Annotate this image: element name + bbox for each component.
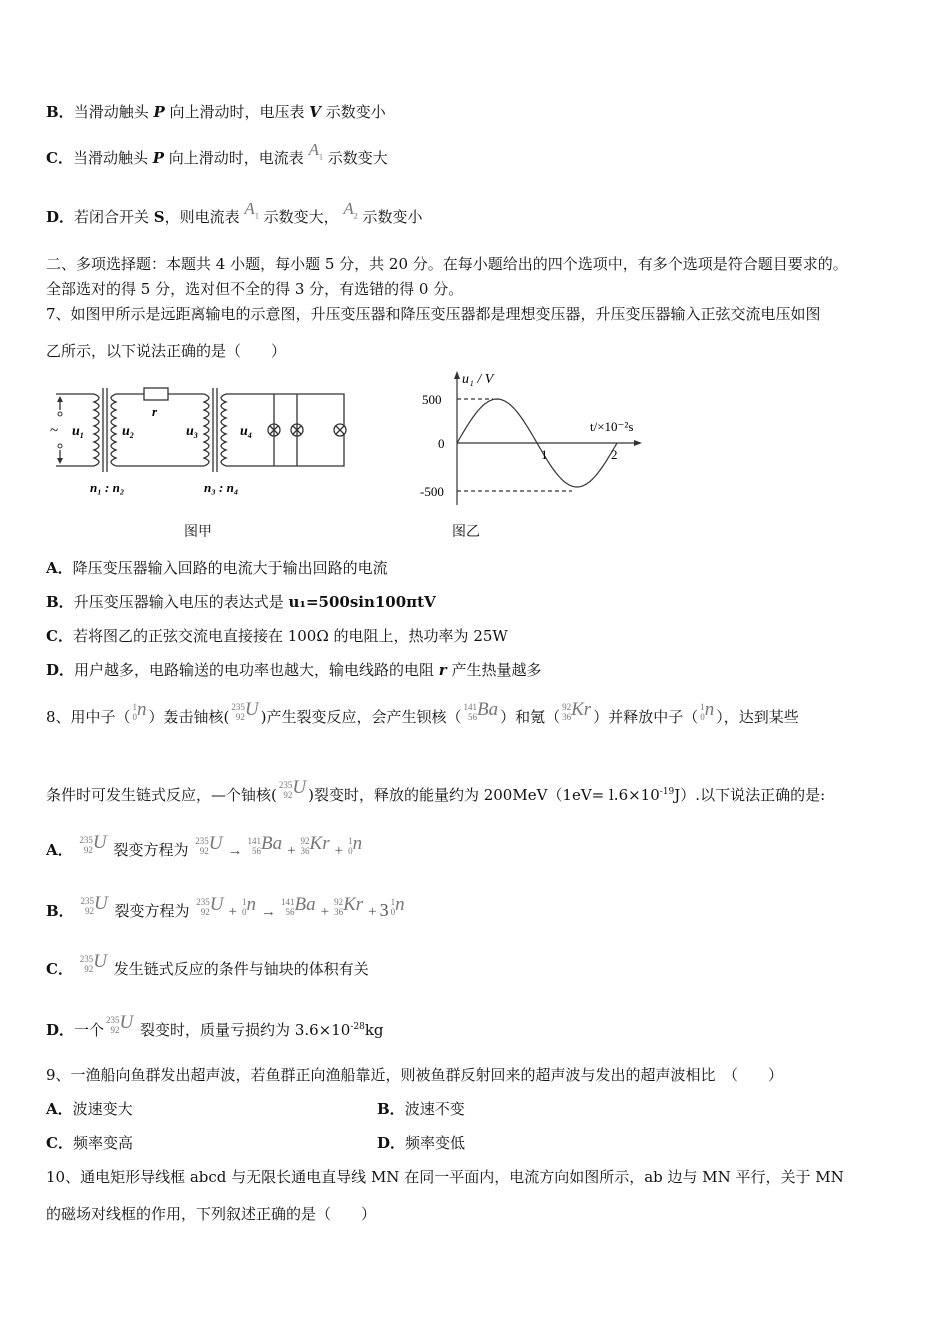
q10-stem-line2: 的磁场对线框的作用，下列叙述正确的是（ ）: [46, 1205, 377, 1223]
mass-number: 1: [700, 702, 705, 712]
meter-letter: A: [343, 199, 354, 218]
nuclide-n: [390, 893, 405, 923]
nuclide-ba: [280, 893, 316, 923]
meter-letter: A: [244, 199, 255, 218]
nuclide-u: [196, 893, 224, 923]
option-letter: A．: [46, 559, 73, 577]
text: 示数变小: [320, 103, 386, 121]
mass-number: 235: [231, 702, 245, 712]
mass-number: 235: [79, 954, 94, 964]
x-tick: 2: [611, 447, 618, 462]
plus: +: [334, 843, 344, 859]
mass-number: 141: [247, 835, 261, 846]
q8-option-a: [46, 832, 364, 862]
mass-number: 1: [348, 835, 353, 846]
option-text: 升压变压器输入电压的表达式是: [73, 593, 289, 611]
q7-option-c: [46, 626, 508, 646]
nuclide-u: [79, 951, 107, 980]
option-letter: A．: [46, 841, 73, 859]
q7-stem-line2: 乙所示，以下说法正确的是（ ）: [46, 342, 287, 360]
text: 若闭合开关: [74, 208, 154, 226]
option-letter: C．: [46, 149, 73, 167]
option-letter: D．: [46, 1021, 75, 1039]
option-letter: B．: [377, 1100, 405, 1118]
text: 示数变大: [322, 149, 388, 167]
plus: +: [368, 904, 377, 920]
atomic-number: 92: [283, 790, 293, 800]
element-symbol: U: [209, 893, 224, 915]
symbol-p: P: [152, 149, 165, 167]
option-text: 若将图乙的正弦交流电直接接在 100Ω 的电阻上，热功率为 25W: [72, 627, 508, 645]
mass-number: 1: [132, 702, 138, 712]
q9-option-d: [377, 1133, 465, 1153]
option-letter: C．: [46, 627, 73, 645]
meter-sub: 1: [318, 152, 323, 162]
element-symbol: U: [292, 777, 307, 798]
q9-stem: 9、一渔船向鱼群发出超声波，若鱼群正向渔船靠近，则被鱼群反射回来的超声波与发出的超声波相比 （ ）: [46, 1066, 784, 1084]
q9-option-c: [46, 1133, 133, 1153]
atomic-number: 92: [235, 712, 245, 722]
q8-stem-line1: [46, 699, 799, 728]
option-text: 裂变时，质量亏损约为 3.6×10: [140, 1021, 351, 1039]
text: ）并释放中子（: [593, 708, 699, 726]
option-letter: D．: [377, 1134, 406, 1152]
option-letter: D．: [46, 661, 75, 679]
label-u3: $u_3$: [186, 424, 198, 440]
text: ）和氪（: [500, 708, 561, 726]
y-tick: -500: [420, 484, 444, 499]
symbol-r: r: [438, 661, 447, 679]
q9-option-b: [377, 1099, 465, 1119]
q8-option-c: [46, 951, 369, 980]
atomic-number: 92: [84, 964, 94, 974]
element-symbol: Ba: [260, 832, 283, 854]
element-symbol: Kr: [571, 699, 592, 720]
figure-b-caption: 图乙: [452, 524, 480, 540]
atomic-number: 56: [468, 712, 477, 722]
option-letter: D．: [46, 208, 75, 226]
mass-number: 235: [195, 835, 209, 846]
text: 向上滑动时，电流表: [164, 149, 309, 167]
atomic-number: 56: [285, 906, 295, 917]
mass-number: 141: [280, 896, 295, 907]
mass-number: 141: [463, 702, 477, 712]
mass-number: 235: [196, 896, 210, 907]
symbol-v: V: [309, 103, 321, 121]
q7-option-b: [46, 592, 436, 612]
mass-number: 92: [334, 896, 344, 907]
exponent: -19: [659, 787, 675, 797]
atomic-number: 0: [241, 906, 247, 917]
element-symbol: Ba: [294, 893, 316, 915]
y-axis-label: u₁ / V: [462, 372, 494, 387]
q6-option-d: [46, 199, 423, 234]
arrow: →: [227, 843, 243, 859]
primary-coil-2: [204, 394, 209, 466]
q8-option-d: [46, 1012, 384, 1041]
option-text: 降压变压器输入回路的电流大于输出回路的电流: [72, 559, 388, 577]
nuclide-n: [348, 832, 363, 862]
atomic-number: 36: [334, 906, 344, 917]
guide-lines: [457, 399, 572, 491]
text: ，则电流表: [164, 208, 245, 226]
element-symbol: Kr: [343, 893, 364, 915]
element-symbol: n: [395, 893, 405, 915]
nuclide-kr: [334, 893, 364, 923]
y-tick: 0: [438, 436, 445, 451]
nuclide-u: [195, 832, 223, 862]
option-text: 频率变高: [72, 1134, 133, 1152]
nuclide-n: [132, 699, 147, 728]
primary-coil-1: [94, 394, 99, 466]
q8-option-b: [46, 893, 407, 923]
mass-number: 92: [562, 702, 572, 712]
resistor-r: [144, 388, 168, 400]
label-u4: $u_4$: [240, 424, 252, 440]
atomic-number: 36: [300, 845, 310, 856]
q9-option-a: [46, 1099, 133, 1119]
q7-stem-line1: 7、如图甲所示是远距离输电的示意图，升压变压器和降压变压器都是理想变压器，升压变压器输入正弦交流电压如图: [46, 305, 821, 323]
meter-sub: 2: [353, 211, 358, 221]
text: ），达到某些: [716, 708, 799, 726]
text: ）轰击铀核(: [148, 708, 230, 726]
fission-equation: [194, 893, 406, 920]
figure-a-caption: 图甲: [184, 524, 212, 540]
plus: +: [320, 904, 330, 920]
element-symbol: n: [137, 699, 147, 720]
symbol-s: S: [153, 208, 165, 226]
secondary-coil-1: [111, 394, 116, 466]
q10-stem-line1: 10、通电矩形导线框 abcd 与无限长通电直导线 MN 在同一平面内，电流方向如图所示，ab 边与 MN 平行，关于 MN: [46, 1168, 844, 1186]
atomic-number: 0: [132, 712, 138, 722]
ammeter-symbol: [343, 199, 358, 221]
x-tick: 1: [541, 447, 548, 462]
element-symbol: U: [93, 893, 108, 914]
nuclide-ba: [463, 699, 499, 728]
nuclide-u: [278, 777, 307, 806]
unit: kg: [364, 1021, 384, 1039]
nuclide-u: [79, 832, 107, 861]
atomic-number: 0: [700, 712, 705, 722]
option-letter: B．: [46, 593, 74, 611]
option-letter: C．: [46, 1134, 73, 1152]
text: 示数变大，: [258, 208, 344, 226]
nuclide-ba: [247, 832, 283, 862]
nuclide-n: [700, 699, 715, 728]
text: 向上滑动时，电压表: [164, 103, 310, 121]
nuclide-kr: [300, 832, 330, 862]
label-u2: $u_2$: [122, 424, 134, 440]
y-tick: 500: [422, 392, 442, 407]
q8-stem-line2: [46, 777, 826, 806]
q6-option-b: [46, 102, 386, 122]
text: 当滑动触头: [72, 149, 153, 167]
element-symbol: n: [704, 699, 715, 720]
mass-number: 235: [278, 780, 293, 790]
option-text: 发生链式反应的条件与铀块的体积有关: [113, 960, 369, 978]
ammeter-symbol: [308, 140, 323, 162]
element-symbol: n: [352, 832, 363, 854]
ac-source-symbol: ~: [50, 423, 59, 439]
option-letter: C．: [46, 960, 73, 978]
q7-option-d: [46, 660, 541, 680]
text: 示数变小: [357, 208, 423, 226]
mass-number: 1: [241, 896, 247, 907]
formula: u₁=500sin100πtV: [288, 593, 436, 611]
element-symbol: U: [119, 1012, 134, 1033]
option-text: 产生热量越多: [446, 661, 542, 679]
voltage-sine-graph: [410, 365, 650, 510]
atomic-number: 0: [348, 845, 353, 856]
exponent: -28: [350, 1022, 365, 1032]
mass-number: 235: [79, 835, 93, 845]
atomic-number: 92: [84, 906, 94, 916]
atomic-number: 92: [199, 845, 209, 856]
coefficient: 3: [379, 900, 389, 920]
text: 8、用中子（: [46, 708, 131, 726]
ammeter-symbol: [244, 199, 259, 221]
mass-number: 92: [300, 835, 310, 846]
ratio-n1-n2: n₁ : n₂: [90, 480, 125, 495]
text: )裂变时，释放的能量约为 200MeV（1eV= l.6×10: [308, 786, 660, 804]
plus: +: [287, 843, 296, 859]
x-axis-label: t/×10⁻²s: [590, 419, 634, 434]
nuclide-u: [80, 893, 108, 922]
ratio-n3-n4: n₃ : n₄: [204, 480, 239, 495]
nuclide-kr: [562, 699, 592, 728]
option-text: 波速变大: [72, 1100, 133, 1118]
circuit-diagram: [44, 380, 364, 500]
label-r: r: [152, 404, 158, 419]
atomic-number: 36: [562, 712, 572, 722]
q6-option-c: [46, 140, 388, 175]
element-symbol: U: [93, 951, 107, 972]
mass-number: 235: [106, 1015, 120, 1025]
option-text: 频率变低: [405, 1134, 466, 1152]
nuclide-n: [241, 893, 256, 923]
element-symbol: Kr: [309, 832, 330, 854]
symbol-p: P: [153, 103, 165, 121]
atomic-number: 92: [200, 906, 210, 917]
element-symbol: Ba: [477, 699, 499, 720]
atomic-number: 0: [390, 906, 396, 917]
element-symbol: n: [246, 893, 256, 915]
option-letter: B．: [46, 103, 74, 121]
label-u1: $u_1$: [72, 424, 84, 440]
q7-option-a: [46, 558, 388, 578]
meter-sub: 1: [254, 211, 259, 221]
element-symbol: U: [208, 832, 223, 854]
section-heading-line2: 全部选对的得 5 分，选对但不全的得 3 分，有选错的得 0 分。: [46, 280, 464, 298]
option-letter: B．: [46, 902, 74, 920]
mass-number: 1: [390, 896, 396, 907]
text: J）.以下说法正确的是:: [674, 786, 826, 804]
option-text: 裂变方程为: [114, 902, 190, 920]
nuclide-u: [106, 1012, 134, 1041]
secondary-coil-2: [221, 394, 226, 466]
atomic-number: 56: [251, 845, 261, 856]
option-letter: A．: [46, 1100, 73, 1118]
plus: +: [228, 904, 237, 920]
element-symbol: U: [244, 699, 259, 720]
section-heading-line1: 二、多项选择题：本题共 4 小题，每小题 5 分，共 20 分。在每小题给出的四个选项中，有多个选项是符合题目要求的。: [46, 255, 848, 273]
text: 当滑动触头: [73, 103, 154, 121]
atomic-number: 92: [110, 1025, 120, 1035]
text: )产生裂变反应，会产生钡核（: [260, 708, 462, 726]
mass-number: 235: [80, 896, 94, 906]
arrow: →: [260, 904, 276, 920]
element-symbol: U: [92, 832, 107, 853]
option-text: 一个: [74, 1021, 105, 1039]
option-text: 裂变方程为: [113, 841, 189, 859]
nuclide-u: [231, 699, 259, 728]
fission-equation: [193, 832, 364, 859]
option-text: 波速不变: [404, 1100, 465, 1118]
atomic-number: 92: [83, 845, 93, 855]
option-text: 用户越多，电路输送的电功率也越大，输电线路的电阻: [74, 661, 439, 679]
meter-letter: A: [308, 140, 319, 159]
text: 条件时可发生链式反应，—个铀核(: [46, 786, 277, 804]
